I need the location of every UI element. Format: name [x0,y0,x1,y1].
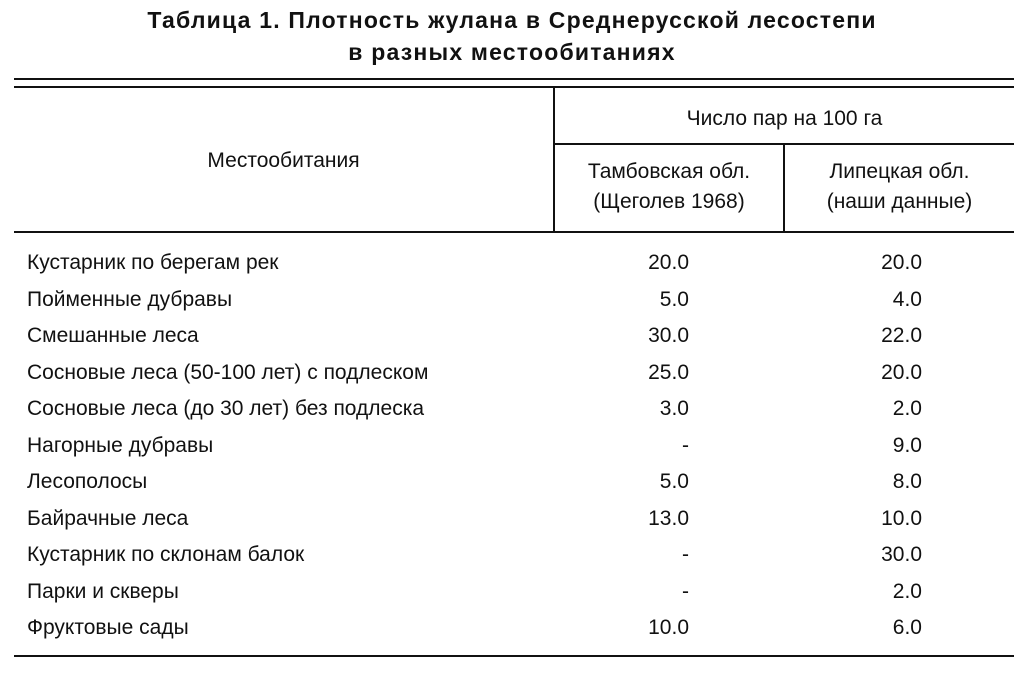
table-title-line-2: в разных местообитаниях [348,39,676,65]
table-row [0,464,1024,501]
tambov-value-cell: 13.0 [648,506,689,530]
lipetsk-value-cell: 30.0 [881,543,922,566]
table-row [0,355,1024,392]
table-body [0,245,1024,647]
column-group-header-pairs: Число пар на 100 га [686,107,883,130]
table-bottom-rule [14,655,1014,657]
habitat-cell: Парки и скверы [27,579,179,603]
tambov-value-cell: 3.0 [659,397,689,420]
tambov-value-cell: 5.0 [659,470,689,493]
column-header-tambov-line-1: Тамбовская обл. [587,160,751,183]
column-header-tambov-line-2: (Щеголев 1968) [593,190,745,213]
column-header-lipetsk-line-1: Липецкая обл. [829,160,970,183]
habitat-cell: Фруктовые сады [27,616,189,639]
header-bottom-rule [14,231,1014,233]
table-row [0,282,1024,319]
table-row [0,391,1024,428]
lipetsk-value-cell: 2.0 [892,579,922,603]
table-row [0,574,1024,611]
habitat-cell: Нагорные дубравы [27,433,214,457]
table-row [0,537,1024,574]
column-header-lipetsk [785,157,1014,217]
column-header-lipetsk-line-2: (наши данные) [826,190,973,213]
table-row [0,245,1024,282]
habitat-cell: Сосновые леса (до 30 лет) без подлеска [27,397,425,420]
tambov-value-cell: 25.0 [648,360,689,384]
lipetsk-value-cell: 8.0 [892,470,922,493]
tambov-value-cell: 30.0 [648,324,689,347]
table-row [0,428,1024,465]
lipetsk-value-cell: 20.0 [881,251,922,274]
column-header-habitat: Местообитания [207,149,360,172]
lipetsk-value-cell: 4.0 [892,287,922,311]
habitat-cell: Сосновые леса (50-100 лет) с подлеском [27,360,429,384]
tambov-value-cell: 5.0 [659,287,689,311]
lipetsk-value-cell: 6.0 [892,616,922,639]
lipetsk-value-cell: 2.0 [892,397,922,420]
tambov-value-cell: 10.0 [648,616,689,639]
habitat-cell: Байрачные леса [27,506,189,530]
habitat-cell: Пойменные дубравы [27,287,233,311]
lipetsk-value-cell: 10.0 [881,506,922,530]
habitat-cell: Лесополосы [27,470,148,493]
table-row [0,610,1024,647]
habitat-cell: Кустарник по склонам балок [27,543,305,566]
lipetsk-value-cell: 22.0 [881,324,922,347]
table-row [0,501,1024,538]
table-title-line-1: Таблица 1. Плотность жулана в Среднерусской лесостепи [147,7,877,33]
column-header-tambov [555,157,783,217]
tambov-value-cell: - [682,543,689,566]
habitat-cell: Смешанные леса [27,324,199,347]
table-top-rule-outer [14,78,1014,80]
table-row [0,318,1024,355]
habitat-cell: Кустарник по берегам рек [27,251,279,274]
lipetsk-value-cell: 20.0 [881,360,922,384]
lipetsk-value-cell: 9.0 [892,433,922,457]
tambov-value-cell: 20.0 [648,251,689,274]
table-top-rule-inner [14,86,1014,88]
tambov-value-cell: - [682,579,689,603]
tambov-value-cell: - [682,433,689,457]
